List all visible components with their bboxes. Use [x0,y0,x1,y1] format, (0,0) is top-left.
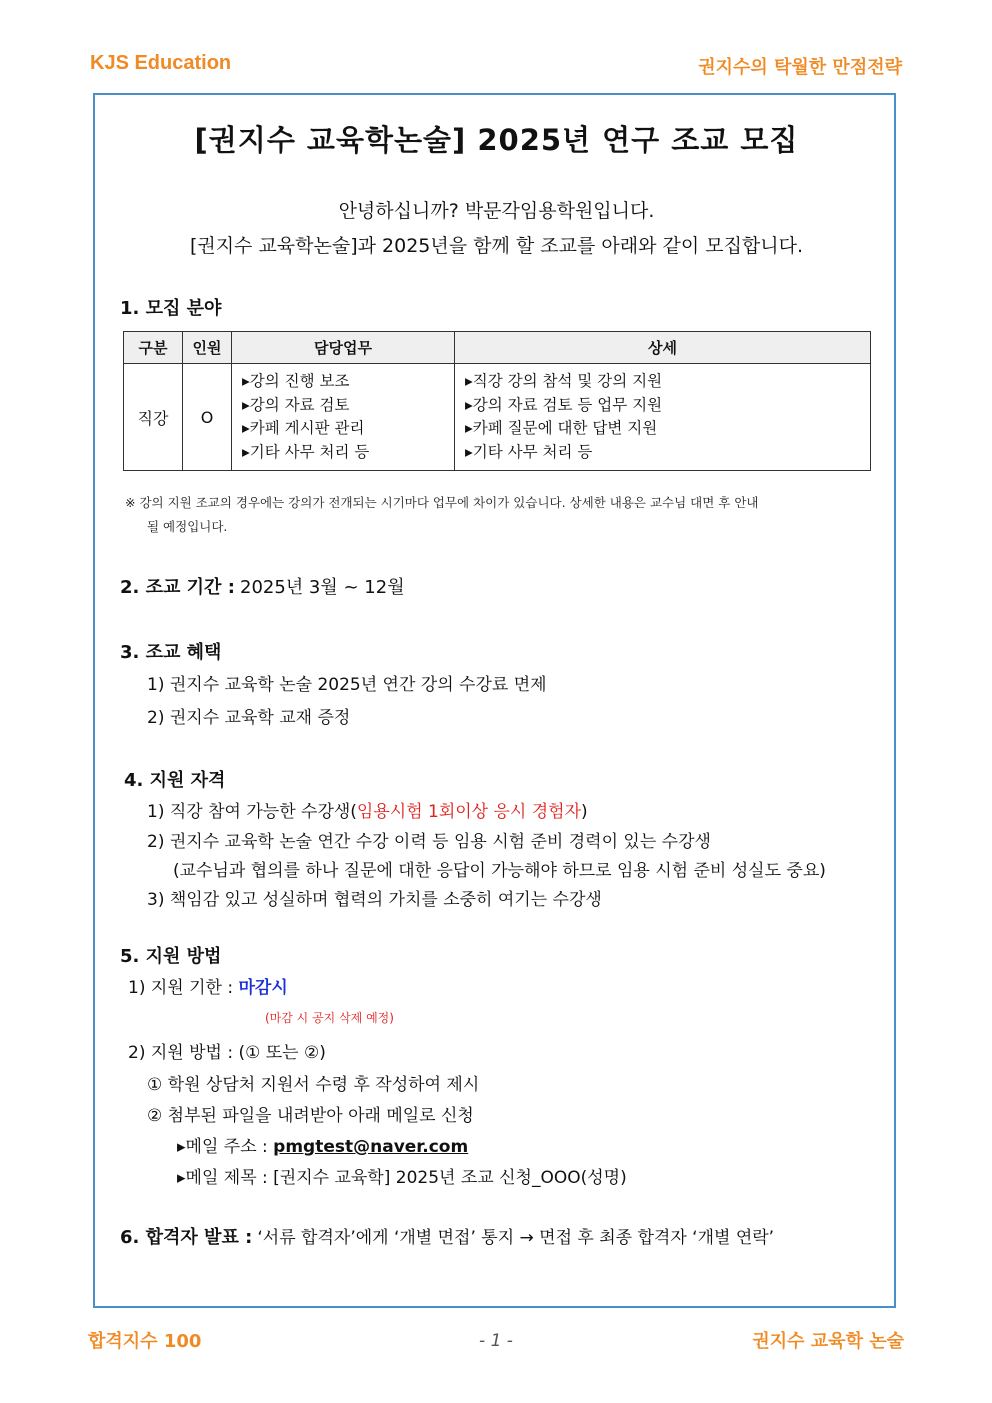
intro-purpose: [권지수 교육학논술]과 2025년을 함께 할 조교를 아래와 같이 모집합니다. [189,235,804,257]
col-header-duties: 담당업무 [232,332,455,364]
section-3-heading: 3. 조교 혜택 [120,642,222,663]
email-subject-line: ▸메일 제목 : [권지수 교육학] 2025년 조교 신청_OOO(성명) [177,1168,627,1188]
method-option-2: ② 첨부된 파일을 내려받아 아래 메일로 신청 [147,1106,474,1126]
detail-item: ▸기타 사무 처리 등 [465,442,593,461]
duty-item: ▸강의 진행 보조 [242,372,350,390]
col-header-details: 상세 [455,332,871,364]
header-brand: KJS Education [90,52,232,74]
duty-item: ▸기타 사무 처리 등 [242,442,370,461]
recruit-table [123,331,871,471]
section-6-heading: 6. 합격자 발표 : [120,1227,253,1248]
table-header-row [124,332,871,364]
footer-right: 권지수 교육학 논술 [752,1331,904,1352]
qualification-item-3: 3) 책임감 있고 성실하며 협력의 가치를 소중히 여기는 수강생 [147,890,602,910]
deadline-value: 마감시 [238,978,288,998]
table-note-line2: 될 예정입니다. [147,519,228,534]
intro-greeting: 안녕하십니까? 박문각임용학원입니다. [338,200,655,222]
qualification-text: 1) 직강 참여 가능한 수강생( [147,802,357,822]
detail-item: ▸직강 강의 참석 및 강의 지원 [465,372,663,390]
content-frame [93,93,896,1308]
duty-item: ▸강의 자료 검토 [242,395,350,414]
section-2 [120,573,405,599]
qualification-text-end: ) [581,802,588,822]
page-number: - 1 - [479,1331,513,1351]
table-note-line1: ※ 강의 지원 조교의 경우에는 강의가 전개되는 시기마다 업무에 차이가 있습니다. 상세한 내용은 교수님 대면 후 안내 [125,495,759,510]
duty-item: ▸카페 게시판 관리 [242,419,365,437]
col-header-type: 구분 [124,332,183,364]
header-slogan: 권지수의 탁월한 만점전략 [698,57,902,78]
detail-item: ▸카페 질문에 대한 답변 지원 [465,419,658,437]
deadline-line [128,973,288,998]
section-1-heading: 1. 모집 분야 [120,298,222,319]
detail-item: ▸강의 자료 검토 등 업무 지원 [465,395,663,414]
col-header-count: 인원 [183,332,232,364]
benefit-item: 2) 권지수 교육학 교재 증정 [147,708,351,728]
footer-left: 합격지수 100 [88,1331,202,1352]
benefit-item: 1) 권지수 교육학 논술 2025년 연간 강의 수강료 면제 [147,675,547,695]
deadline-note: (마감 시 공지 삭제 예정) [265,1011,394,1025]
section-5-heading: 5. 지원 방법 [120,946,222,967]
section-2-heading: 2. 조교 기간 : [120,577,235,598]
section-2-value: 2025년 3월 ~ 12월 [240,577,405,598]
email-link[interactable]: pmgtest@naver.com [273,1137,469,1157]
cell-type: 직강 [124,364,183,471]
deadline-label: 1) 지원 기한 : [128,978,234,998]
qualification-item-2: 2) 권지수 교육학 논술 연간 수강 이력 등 임용 시험 준비 경력이 있는 수강생 [147,832,711,852]
page-title: [권지수 교육학논술] 2025년 연구 조교 모집 [194,123,799,157]
cell-details [455,364,871,471]
table-row [124,364,871,471]
cell-duties [232,364,455,471]
qualification-item-1 [147,797,588,822]
method-option-1: ① 학원 상담처 지원서 수령 후 작성하여 제시 [147,1075,480,1095]
section-6-text: ‘서류 합격자’에게 ‘개별 면접’ 통지 → 면접 후 최종 합격자 ‘개별 연락’ [257,1228,775,1248]
email-label: ▸메일 주소 : [177,1137,268,1157]
qualification-item-2-sub: (교수님과 협의를 하나 질문에 대한 응답이 가능해야 하므로 임용 시험 준비 성실도 중요) [173,861,826,881]
section-4-heading: 4. 지원 자격 [124,770,226,791]
cell-count: O [183,364,232,471]
qualification-highlight: 임용시험 1회이상 응시 경험자 [356,802,582,822]
email-line [177,1132,468,1157]
section-6 [120,1223,774,1249]
method-line: 2) 지원 방법 : (① 또는 ②) [128,1043,326,1063]
